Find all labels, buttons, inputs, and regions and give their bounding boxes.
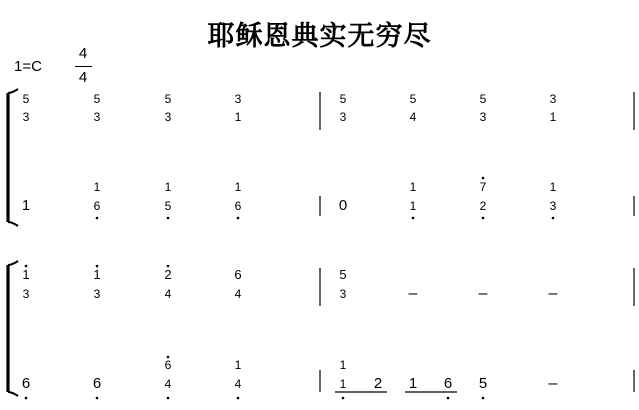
- octave-dot: [25, 265, 28, 268]
- note: 5: [339, 267, 347, 282]
- octave-dot: [167, 397, 170, 400]
- key-signature: 1=C: [14, 58, 42, 75]
- dash: –: [548, 375, 558, 392]
- octave-dot: [482, 177, 485, 180]
- note: 3: [549, 92, 557, 106]
- note: 3: [479, 110, 487, 124]
- note: 2: [373, 375, 383, 392]
- note: 1: [234, 180, 242, 194]
- octave-dot: [25, 397, 28, 400]
- note: 5: [479, 92, 487, 106]
- note: 5: [339, 92, 347, 106]
- dash: –: [478, 285, 488, 302]
- note: 0: [338, 197, 348, 214]
- note: 1: [234, 110, 242, 124]
- note: 3: [339, 287, 347, 301]
- bracket-top-hook: [8, 261, 18, 265]
- note: 6: [93, 199, 101, 213]
- octave-dot: [167, 217, 170, 220]
- note: 3: [234, 92, 242, 106]
- note: 6: [21, 375, 31, 392]
- octave-dot: [447, 397, 450, 400]
- note: 6: [164, 358, 172, 372]
- note: 5: [409, 92, 417, 106]
- note: 3: [93, 110, 101, 124]
- octave-dot: [96, 265, 99, 268]
- note: 5: [93, 92, 101, 106]
- octave-dot: [237, 217, 240, 220]
- bracket-top-hook: [8, 89, 18, 93]
- note: 1: [339, 358, 347, 372]
- note: 1: [164, 180, 172, 194]
- note: 1: [409, 180, 417, 194]
- bracket-bottom-hook: [8, 392, 18, 396]
- octave-dot: [552, 217, 555, 220]
- note: 1: [408, 375, 418, 392]
- bracket-bottom-hook: [8, 222, 18, 226]
- note: 3: [339, 110, 347, 124]
- time-signature-bottom: 4: [78, 69, 88, 86]
- note: 5: [164, 92, 172, 106]
- note: 4: [164, 287, 172, 301]
- octave-dot: [482, 217, 485, 220]
- time-signature-top: 4: [78, 45, 88, 62]
- note: 3: [93, 287, 101, 301]
- octave-dot: [342, 397, 345, 400]
- note: 1: [93, 267, 101, 282]
- note: 1: [22, 267, 30, 282]
- octave-dot: [96, 217, 99, 220]
- note: 1: [21, 197, 31, 214]
- note: 7: [479, 180, 487, 194]
- note: 4: [234, 377, 242, 391]
- note: 3: [22, 110, 30, 124]
- dash: –: [408, 285, 418, 302]
- note: 5: [478, 375, 488, 392]
- octave-dot: [412, 217, 415, 220]
- note: 1: [339, 377, 347, 391]
- note: 1: [234, 358, 242, 372]
- note: 2: [479, 199, 487, 213]
- note: 1: [549, 180, 557, 194]
- octave-dot: [482, 397, 485, 400]
- note: 6: [234, 267, 242, 282]
- note: 6: [443, 375, 453, 392]
- note: 1: [93, 180, 101, 194]
- note: 2: [164, 267, 172, 282]
- note: 4: [409, 110, 417, 124]
- octave-dot: [96, 397, 99, 400]
- score-title: 耶稣恩典实无穷尽: [207, 21, 432, 52]
- dash: –: [548, 285, 558, 302]
- octave-dot: [237, 397, 240, 400]
- note: 4: [234, 287, 242, 301]
- octave-dot: [167, 265, 170, 268]
- note: 3: [22, 287, 30, 301]
- note: 1: [549, 110, 557, 124]
- note: 5: [164, 199, 172, 213]
- note: 5: [22, 92, 30, 106]
- note: 3: [549, 199, 557, 213]
- octave-dot: [167, 356, 170, 359]
- note: 4: [164, 377, 172, 391]
- note: 6: [92, 375, 102, 392]
- note: 6: [234, 199, 242, 213]
- note: 1: [409, 199, 417, 213]
- note: 3: [164, 110, 172, 124]
